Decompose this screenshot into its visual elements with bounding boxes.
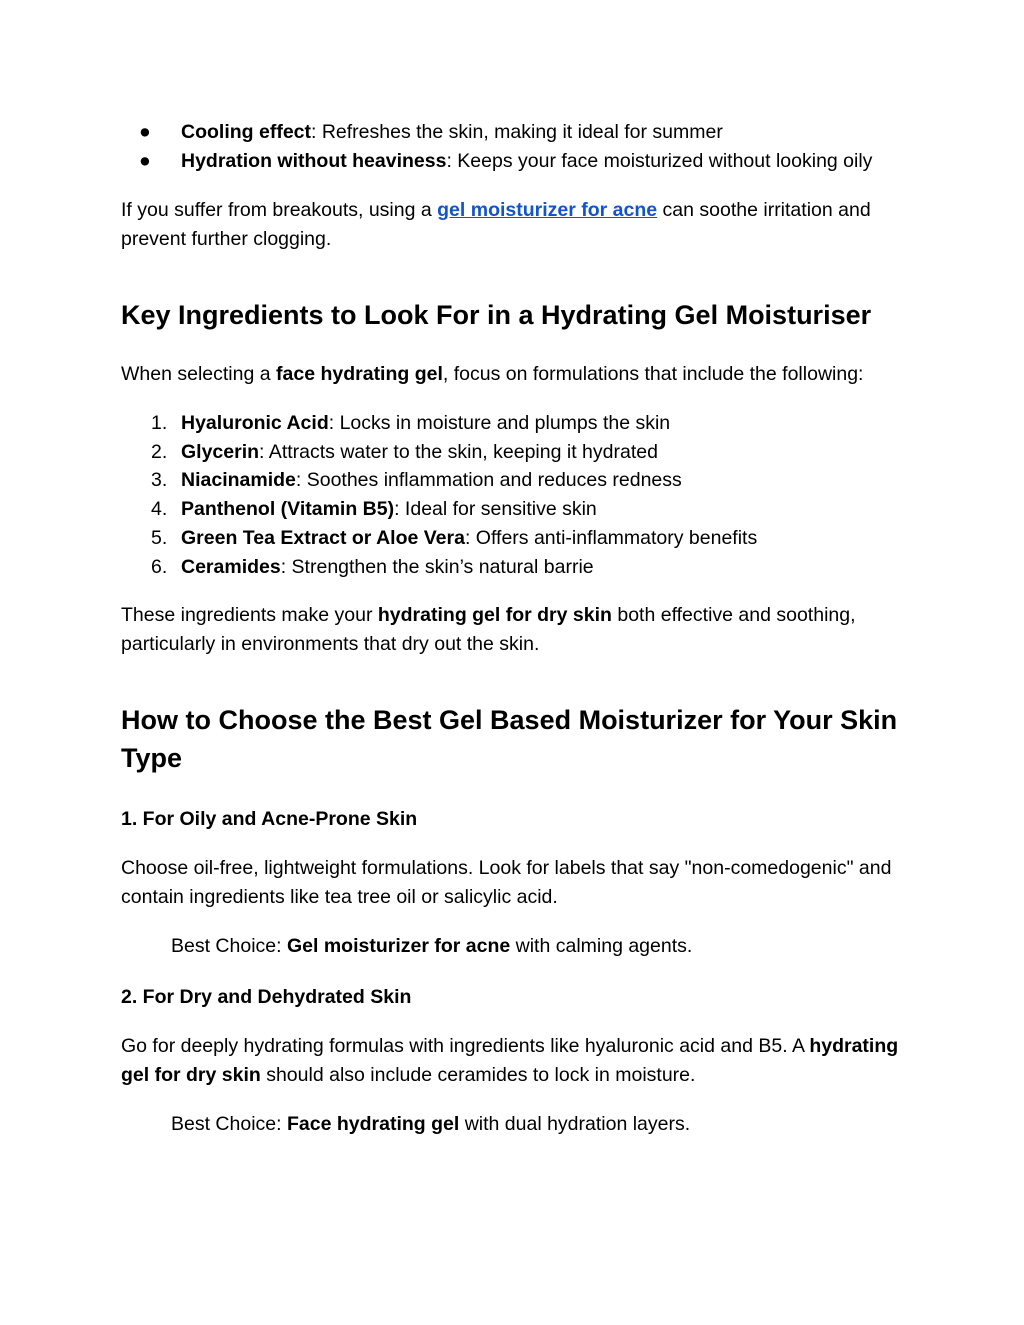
paragraph-text: These ingredients make your bbox=[121, 604, 378, 627]
paragraph-bold: hydrating gel for dry skin bbox=[377, 604, 612, 627]
list-number: 1. bbox=[151, 412, 168, 434]
subheading-dry-skin: 2. For Dry and Dehydrated Skin bbox=[121, 986, 412, 1009]
heading-key-ingredients: Key Ingredients to Look For in a Hydrating Gel Moisturiser bbox=[121, 300, 872, 330]
bullet-term: Hydration without heaviness bbox=[181, 150, 447, 172]
gel-moisturizer-acne-link[interactable]: gel moisturizer for acne bbox=[437, 199, 658, 221]
bullet-text: : Refreshes the skin, making it ideal for summer bbox=[311, 121, 723, 143]
ingredient-desc: : Soothes inflammation and reduces redness bbox=[295, 469, 682, 492]
best-choice-text: with dual hydration layers. bbox=[459, 1113, 691, 1136]
dry-best-choice bbox=[121, 1110, 911, 1139]
paragraph-text: When selecting a bbox=[121, 363, 277, 385]
ingredient-name: Hyaluronic Acid bbox=[181, 412, 329, 434]
bullet-item-cooling bbox=[121, 118, 911, 147]
ingredient-desc: : Attracts water to the skin, keeping it hydrated bbox=[259, 440, 658, 463]
subheading-oily-skin: 1. For Oily and Acne-Prone Skin bbox=[121, 808, 418, 831]
ingredients-list bbox=[121, 409, 911, 581]
paragraph-bold: hydrating gel for dry skin bbox=[121, 1035, 899, 1087]
ingredient-name: Glycerin bbox=[181, 440, 260, 463]
bullet-text: : Keeps your face moisturized without looking oily bbox=[446, 150, 873, 172]
list-number: 4. bbox=[151, 498, 168, 521]
ingredient-name: Niacinamide bbox=[181, 469, 296, 492]
list-number: 2. bbox=[151, 440, 168, 463]
bullet-icon: ● bbox=[139, 150, 151, 172]
paragraph-text: Go for deeply hydrating formulas with ingredients like hyaluronic acid and B5. A bbox=[121, 1035, 810, 1058]
paragraph-text: should also include ceramides to lock in moisture. bbox=[260, 1064, 696, 1087]
dry-skin-paragraph bbox=[121, 1032, 911, 1090]
ingredient-item bbox=[121, 409, 911, 438]
document-page bbox=[121, 118, 911, 1139]
ingredient-item bbox=[121, 438, 911, 467]
ingredient-name: Panthenol (Vitamin B5) bbox=[181, 498, 395, 521]
best-choice-label: Best Choice: bbox=[171, 1113, 287, 1136]
list-number: 5. bbox=[151, 526, 168, 549]
best-choice-label: Best Choice: bbox=[171, 935, 287, 958]
best-choice-text: with calming agents. bbox=[510, 935, 693, 958]
best-choice-product: Gel moisturizer for acne bbox=[286, 935, 511, 958]
breakout-paragraph bbox=[121, 196, 911, 254]
ingredient-name: Ceramides bbox=[181, 555, 281, 578]
heading-how-to-choose: How to Choose the Best Gel Based Moisturizer for Your Skin Type bbox=[121, 705, 898, 774]
ingredient-name: Green Tea Extract or Aloe Vera bbox=[181, 526, 465, 549]
list-number: 3. bbox=[151, 469, 168, 492]
best-choice-product: Face hydrating gel bbox=[286, 1113, 460, 1136]
bullet-icon: ● bbox=[139, 121, 151, 143]
ingredient-item bbox=[121, 553, 911, 582]
paragraph-text: both effective and soothing, particularly in environments that dry out the skin. bbox=[121, 604, 856, 656]
paragraph-text: can soothe irritation and prevent further clogging. bbox=[121, 199, 871, 250]
list-number: 6. bbox=[151, 555, 168, 578]
ingredient-item bbox=[121, 495, 911, 524]
bullet-item-hydration bbox=[121, 147, 911, 176]
ingredient-desc: : Offers anti-inflammatory benefits bbox=[464, 526, 758, 549]
ingredient-item bbox=[121, 524, 911, 553]
ingredient-item bbox=[121, 466, 911, 495]
oily-skin-paragraph: Choose oil-free, lightweight formulations. Look for labels that say "non-comedogenic" and contain ingredients like tea tree oil or salicylic acid. bbox=[121, 857, 892, 909]
paragraph-bold: face hydrating gel bbox=[276, 363, 443, 385]
intro-bullet-list bbox=[121, 118, 911, 176]
ingredient-desc: : Ideal for sensitive skin bbox=[394, 498, 597, 521]
oily-best-choice bbox=[121, 932, 911, 961]
ingredients-summary-paragraph bbox=[121, 601, 911, 659]
selecting-paragraph bbox=[121, 360, 911, 389]
ingredient-desc: : Strengthen the skin’s natural barrie bbox=[280, 555, 594, 578]
paragraph-text: If you suffer from breakouts, using a bbox=[121, 199, 438, 221]
bullet-term: Cooling effect bbox=[181, 121, 311, 143]
paragraph-text: , focus on formulations that include the following: bbox=[442, 363, 864, 385]
ingredient-desc: : Locks in moisture and plumps the skin bbox=[328, 412, 671, 434]
